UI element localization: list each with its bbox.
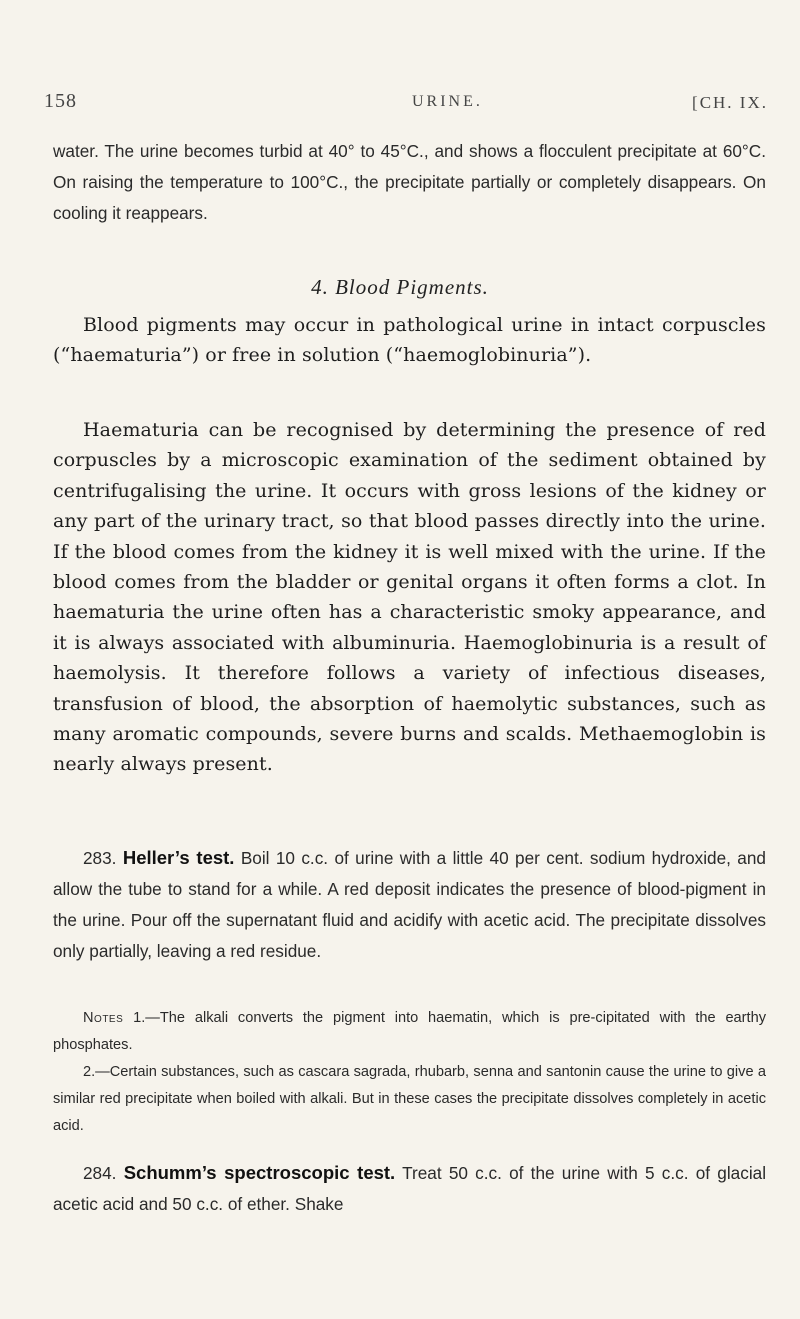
heller-test-paragraph [53,842,766,967]
test-name: Heller’s test. [122,847,235,868]
test-text: Treat 50 c.c. of the urine with 5 c.c. of glacial acetic acid and 50 c.c. of ether. Shake [53,1163,767,1214]
chapter-reference: [CH. IX. [692,93,768,112]
test-text: Boil 10 c.c. of urine with a little 40 per cent. sodium hydroxide, and allow the tube to stand for a while. A red deposit indicates the presence of blood-pigment in the urine. Pour off the supernatant fluid and acidify with acetic acid. The precipitate dissolves only partially, leaving a red residue. [53,848,766,961]
page-header [44,90,776,116]
running-title: URINE. [412,93,483,110]
haematuria-paragraph: Haematuria can be recognised by determining the presence of red corpuscles by a microscopic examination of the sediment obtained by centrifugalising the urine. It occurs with gross lesions of the kidney or any part of the urinary tract, so that blood passes directly into the urine. If the blood comes from the kidney it is well mixed with the urine. If the blood comes from the bladder or genital organs it often forms a clot. In haematuria the urine often has a characteristic smoky appearance, and it is always associated with albuminuria. Haemoglobinuria is a result of haemolysis. It therefore follows a variety of infectious diseases, transfusion of blood, the absorption of haemolytic substances, such as many aromatic compounds, severe burns and scalds. Methaemoglobin is nearly always present. [53,419,766,776]
note-1-text: 1.—The alkali converts the pigment into haematin, which is pre-cipitated with the earthy phosphates. [53,1010,767,1053]
note-2: 2.—Certain substances, such as cascara sagrada, rhubarb, senna and santonin cause the urine to give a similar red precipitate when boiled with alkali. But in these cases the precipitate dissolves completely in acetic acid. [53,1064,766,1134]
test-number: 283. [83,848,117,868]
intro-paragraph: water. The urine becomes turbid at 40° to 45°C., and shows a flocculent precipitate at 60°C. On raising the temperature to 100°C., the precipitate partially or completely disappears. On cooling it reappears. [53,141,766,223]
schumm-test-paragraph [53,1157,766,1220]
notes-label: Notes [83,1010,124,1026]
note-1 [53,1005,766,1059]
page-number: 158 [44,90,77,112]
blood-pigments-paragraph: Blood pigments may occur in pathological urine in intact corpuscles (“haematuria”) or free in solution (“haemoglobinuria”). [53,314,766,367]
test-number: 284. [83,1163,117,1183]
test-name: Schumm’s spectroscopic test. [123,1162,396,1183]
section-heading: 4. Blood Pigments. [311,275,489,299]
